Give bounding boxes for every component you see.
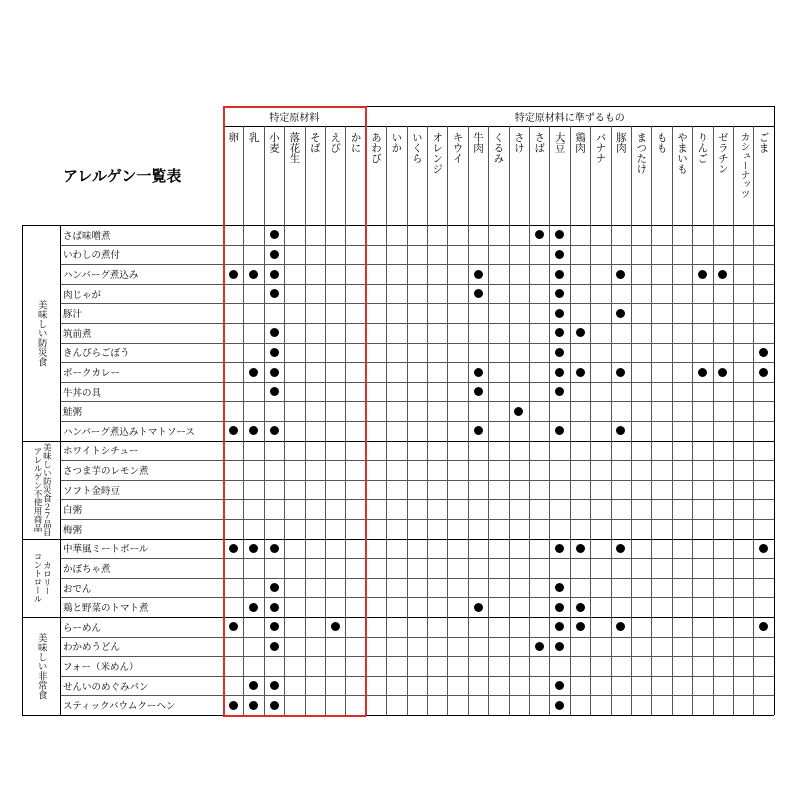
product-name-text: おでん bbox=[63, 583, 92, 595]
allergen-mark bbox=[698, 368, 707, 377]
column-header-label: キウイ bbox=[451, 132, 464, 164]
column-header-label: オレンジ bbox=[431, 132, 444, 174]
grid-line bbox=[22, 225, 23, 715]
grid-line bbox=[223, 106, 366, 108]
grid-line bbox=[284, 126, 285, 715]
grid-line bbox=[549, 126, 550, 715]
grid-line bbox=[223, 106, 225, 715]
product-name bbox=[60, 558, 223, 578]
product-name bbox=[60, 539, 223, 559]
page-title: アレルゲン一覧表 bbox=[63, 167, 182, 185]
column-header bbox=[733, 126, 753, 225]
allergen-mark bbox=[249, 426, 258, 435]
column-header-label: ゼラチン bbox=[716, 132, 729, 174]
column-header bbox=[549, 126, 569, 225]
column-header bbox=[243, 126, 263, 225]
column-header bbox=[590, 126, 610, 225]
allergen-mark bbox=[270, 348, 279, 357]
group-header bbox=[366, 106, 774, 126]
product-name-text: かぼちゃ煮 bbox=[63, 563, 111, 575]
product-name bbox=[60, 519, 223, 539]
allergen-mark bbox=[718, 368, 727, 377]
allergen-mark bbox=[270, 622, 279, 631]
product-name bbox=[60, 597, 223, 617]
allergen-mark bbox=[616, 368, 625, 377]
column-header bbox=[223, 126, 243, 225]
product-name bbox=[60, 225, 223, 245]
product-name bbox=[60, 617, 223, 637]
allergen-mark bbox=[555, 328, 564, 337]
product-name bbox=[60, 676, 223, 696]
allergen-mark bbox=[759, 368, 768, 377]
allergen-mark bbox=[555, 701, 564, 710]
category-label bbox=[22, 539, 60, 617]
allergen-mark bbox=[249, 544, 258, 553]
allergen-mark bbox=[270, 387, 279, 396]
allergen-mark bbox=[270, 544, 279, 553]
product-name bbox=[60, 460, 223, 480]
allergen-mark bbox=[759, 544, 768, 553]
allergen-mark bbox=[229, 701, 238, 710]
allergen-mark bbox=[474, 387, 483, 396]
allergen-mark bbox=[718, 270, 727, 279]
column-header-label: 鶏肉 bbox=[574, 132, 587, 153]
product-name bbox=[60, 245, 223, 265]
product-name-text: ハンバーグ煮込み bbox=[63, 269, 139, 281]
column-header bbox=[529, 126, 549, 225]
grid-line bbox=[223, 126, 774, 127]
allergen-mark bbox=[555, 426, 564, 435]
grid-line bbox=[60, 225, 61, 715]
grid-line bbox=[22, 225, 774, 226]
column-header-label: そば bbox=[308, 132, 321, 153]
grid-line bbox=[60, 637, 774, 638]
grid-line bbox=[407, 126, 408, 715]
allergen-mark bbox=[331, 622, 340, 631]
allergen-mark bbox=[576, 544, 585, 553]
column-header bbox=[651, 126, 671, 225]
column-header-label: 大豆 bbox=[553, 132, 566, 153]
column-header bbox=[672, 126, 692, 225]
grid-line bbox=[672, 126, 673, 715]
allergen-mark bbox=[555, 309, 564, 318]
allergen-mark bbox=[229, 622, 238, 631]
column-header bbox=[345, 126, 365, 225]
column-header-label: バナナ bbox=[594, 132, 607, 164]
allergen-mark bbox=[555, 348, 564, 357]
grid-line bbox=[529, 126, 530, 715]
category-label bbox=[22, 617, 60, 715]
column-header bbox=[284, 126, 304, 225]
column-header-label: さば bbox=[533, 132, 546, 153]
product-name-text: いわしの煮付 bbox=[63, 250, 121, 262]
product-name bbox=[60, 264, 223, 284]
product-name bbox=[60, 441, 223, 461]
column-header bbox=[488, 126, 508, 225]
product-name bbox=[60, 323, 223, 343]
column-header-label: 落花生 bbox=[288, 132, 301, 164]
product-name-text: きんぴらごぼう bbox=[63, 348, 130, 360]
allergen-mark bbox=[270, 250, 279, 259]
allergen-mark bbox=[270, 583, 279, 592]
product-name bbox=[60, 637, 223, 657]
column-header-label: 豚肉 bbox=[614, 132, 627, 153]
product-name-text: ソフト金時豆 bbox=[63, 485, 121, 497]
allergen-mark bbox=[698, 270, 707, 279]
grid-line bbox=[692, 126, 693, 715]
column-header bbox=[753, 126, 773, 225]
product-name-text: 白粥 bbox=[63, 505, 83, 517]
allergen-mark bbox=[576, 328, 585, 337]
grid-line bbox=[60, 480, 774, 481]
column-header-label: カシューナッツ bbox=[738, 132, 750, 199]
product-name-text: 梅粥 bbox=[63, 524, 83, 536]
allergen-mark bbox=[555, 289, 564, 298]
allergen-mark bbox=[270, 270, 279, 279]
allergen-mark bbox=[474, 289, 483, 298]
column-header-label: まつたけ bbox=[635, 132, 648, 174]
column-header bbox=[407, 126, 427, 225]
grid-line bbox=[223, 106, 774, 107]
product-name bbox=[60, 382, 223, 402]
product-name-text: さつま芋のレモン煮 bbox=[63, 465, 149, 477]
product-name-text: 鶏と野菜のトマト煮 bbox=[63, 603, 149, 615]
product-name bbox=[60, 343, 223, 363]
allergen-mark bbox=[249, 270, 258, 279]
group-header-label: 特定原材料に準ずるもの bbox=[514, 112, 625, 124]
grid-line bbox=[22, 715, 774, 716]
column-header-label: もも bbox=[655, 132, 668, 153]
grid-line bbox=[590, 126, 591, 715]
grid-line bbox=[366, 106, 367, 715]
grid-line bbox=[774, 106, 775, 715]
grid-line bbox=[223, 106, 224, 715]
product-name-text: 肉じゃが bbox=[63, 289, 102, 301]
product-name-text: 豚汁 bbox=[63, 309, 83, 321]
group-header-label: 特定原材料 bbox=[269, 112, 320, 124]
category-label-text: アレルゲン不使用商品 bbox=[32, 447, 42, 533]
grid-line bbox=[60, 558, 774, 559]
grid-line bbox=[243, 126, 244, 715]
column-header-label: いくら bbox=[410, 132, 423, 164]
product-name bbox=[60, 303, 223, 323]
grid-line bbox=[753, 126, 754, 715]
allergen-mark bbox=[535, 230, 544, 239]
category-label-text: 美味しい防災食 bbox=[35, 299, 47, 367]
allergen-mark bbox=[759, 622, 768, 631]
allergen-mark bbox=[576, 622, 585, 631]
grid-line bbox=[60, 597, 774, 598]
column-header bbox=[631, 126, 651, 225]
column-header bbox=[692, 126, 712, 225]
grid-line bbox=[60, 264, 774, 265]
allergen-mark bbox=[576, 368, 585, 377]
column-header-label: ごま bbox=[757, 132, 770, 153]
grid-line bbox=[733, 126, 734, 715]
product-name bbox=[60, 578, 223, 598]
grid-line bbox=[631, 126, 632, 715]
allergen-mark bbox=[474, 270, 483, 279]
column-header bbox=[427, 126, 447, 225]
allergen-mark bbox=[616, 544, 625, 553]
grid-line bbox=[60, 421, 774, 422]
product-name-text: スティックバウムクーヘン bbox=[63, 701, 176, 713]
allergen-mark bbox=[249, 701, 258, 710]
grid-line bbox=[60, 460, 774, 461]
product-name-text: ホワイトシチュー bbox=[63, 446, 139, 458]
allergen-mark bbox=[555, 583, 564, 592]
grid-line bbox=[488, 126, 489, 715]
product-name-text: ハンバーグ煮込みトマトソース bbox=[63, 426, 195, 438]
grid-line bbox=[60, 245, 774, 246]
column-header-label: 卵 bbox=[227, 132, 240, 143]
allergen-mark bbox=[270, 603, 279, 612]
column-header bbox=[570, 126, 590, 225]
product-name-text: 筑前煮 bbox=[63, 328, 92, 340]
allergen-mark bbox=[474, 368, 483, 377]
product-name-text: さば味噌煮 bbox=[63, 230, 111, 242]
column-header bbox=[386, 126, 406, 225]
grid-line bbox=[22, 539, 774, 540]
grid-line bbox=[60, 323, 774, 324]
allergen-mark bbox=[270, 289, 279, 298]
grid-line bbox=[60, 362, 774, 363]
allergen-mark bbox=[555, 603, 564, 612]
grid-line bbox=[60, 676, 774, 677]
allergen-mark bbox=[229, 270, 238, 279]
allergen-mark bbox=[474, 603, 483, 612]
allergen-mark bbox=[229, 544, 238, 553]
product-name-text: 牛丼の具 bbox=[63, 387, 102, 399]
column-header bbox=[447, 126, 467, 225]
allergen-mark bbox=[555, 230, 564, 239]
column-header bbox=[366, 126, 386, 225]
product-name bbox=[60, 421, 223, 441]
product-name-text: わかめうどん bbox=[63, 642, 121, 654]
allergen-mark bbox=[270, 426, 279, 435]
product-name bbox=[60, 480, 223, 500]
product-name-text: せんいのめぐみパン bbox=[63, 681, 149, 693]
allergen-mark bbox=[555, 681, 564, 690]
column-header-label: 乳 bbox=[247, 132, 260, 143]
grid-line bbox=[264, 126, 265, 715]
product-name bbox=[60, 284, 223, 304]
grid-line bbox=[60, 382, 774, 383]
grid-line bbox=[365, 106, 367, 715]
allergen-mark bbox=[270, 642, 279, 651]
allergen-mark bbox=[270, 328, 279, 337]
column-header bbox=[468, 126, 488, 225]
grid-line bbox=[22, 617, 774, 618]
category-label-text: カロリー bbox=[41, 560, 52, 595]
grid-line bbox=[570, 126, 571, 715]
product-name bbox=[60, 695, 223, 715]
grid-line bbox=[22, 441, 774, 442]
column-header-label: いか bbox=[390, 132, 403, 153]
column-header bbox=[611, 126, 631, 225]
grid-line bbox=[345, 126, 346, 715]
allergen-mark bbox=[249, 681, 258, 690]
product-name bbox=[60, 656, 223, 676]
grid-line bbox=[305, 126, 306, 715]
column-header-label: さけ bbox=[512, 132, 525, 153]
column-header bbox=[325, 126, 345, 225]
grid-line bbox=[223, 715, 366, 717]
grid-line bbox=[60, 519, 774, 520]
grid-line bbox=[427, 126, 428, 715]
category-label bbox=[22, 225, 60, 441]
grid-line bbox=[447, 126, 448, 715]
allergen-mark bbox=[555, 622, 564, 631]
product-name-text: 中華風ミートボール bbox=[63, 544, 149, 556]
allergen-mark bbox=[249, 603, 258, 612]
allergen-mark bbox=[616, 270, 625, 279]
column-header bbox=[713, 126, 733, 225]
grid-line bbox=[60, 578, 774, 579]
column-header-label: くるみ bbox=[492, 132, 505, 164]
grid-line bbox=[60, 303, 774, 304]
product-name-text: 鮭粥 bbox=[63, 407, 83, 419]
grid-line bbox=[60, 695, 774, 696]
allergen-mark bbox=[270, 368, 279, 377]
column-header-label: 牛肉 bbox=[472, 132, 485, 153]
allergen-mark bbox=[270, 230, 279, 239]
product-name bbox=[60, 401, 223, 421]
allergen-mark bbox=[616, 309, 625, 318]
column-header-label: かに bbox=[349, 132, 362, 153]
column-header-label: りんご bbox=[696, 132, 709, 164]
grid-line bbox=[60, 656, 774, 657]
product-name-text: らーめん bbox=[63, 622, 102, 634]
column-header bbox=[264, 126, 284, 225]
column-header-label: やまいも bbox=[676, 132, 689, 174]
grid-line bbox=[651, 126, 652, 715]
grid-line bbox=[60, 343, 774, 344]
allergen-mark bbox=[616, 426, 625, 435]
allergen-mark bbox=[229, 426, 238, 435]
grid-line bbox=[509, 126, 510, 715]
allergen-mark bbox=[555, 270, 564, 279]
column-header-label: あわび bbox=[370, 132, 383, 164]
product-name-text: ポークカレー bbox=[63, 367, 121, 379]
allergen-mark bbox=[576, 603, 585, 612]
grid-line bbox=[386, 126, 387, 715]
grid-line bbox=[713, 126, 714, 715]
group-header bbox=[223, 106, 366, 126]
allergen-mark bbox=[270, 701, 279, 710]
grid-line bbox=[60, 284, 774, 285]
grid-line bbox=[611, 126, 612, 715]
allergen-mark bbox=[555, 642, 564, 651]
grid-line bbox=[325, 126, 326, 715]
allergen-mark bbox=[555, 387, 564, 396]
column-header-label: 小麦 bbox=[268, 132, 281, 153]
allergen-mark bbox=[555, 544, 564, 553]
allergen-mark bbox=[249, 368, 258, 377]
column-header bbox=[305, 126, 325, 225]
allergen-mark bbox=[616, 622, 625, 631]
product-name-text: フォー（米めん） bbox=[63, 661, 139, 673]
allergen-mark bbox=[514, 407, 523, 416]
allergen-mark bbox=[555, 250, 564, 259]
category-label-text: コントロール bbox=[32, 552, 42, 604]
grid-line bbox=[60, 499, 774, 500]
allergen-mark bbox=[535, 642, 544, 651]
product-name bbox=[60, 362, 223, 382]
column-header bbox=[509, 126, 529, 225]
category-label bbox=[22, 441, 60, 539]
allergen-mark bbox=[759, 348, 768, 357]
allergen-mark bbox=[555, 368, 564, 377]
product-name bbox=[60, 499, 223, 519]
column-header-label: えび bbox=[329, 132, 342, 153]
allergen-mark bbox=[270, 681, 279, 690]
category-label-text: 美味しい防災食２７品目 bbox=[41, 442, 52, 537]
grid-line bbox=[60, 401, 774, 402]
category-label-text: 美味しい非常食 bbox=[35, 632, 47, 700]
grid-line bbox=[468, 126, 469, 715]
allergen-mark bbox=[474, 426, 483, 435]
